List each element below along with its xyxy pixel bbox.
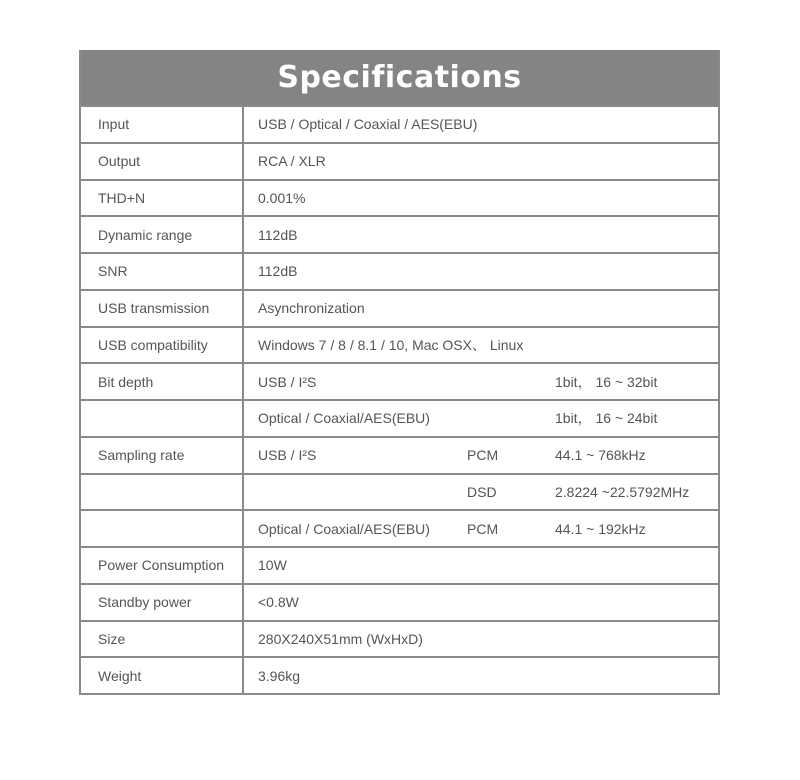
row-value [244, 144, 718, 179]
value-text: 280X240X51mm (WxHxD) [258, 630, 423, 647]
row-label: SNR [81, 254, 244, 289]
value-text: 10W [258, 557, 287, 574]
format-text: DSD [467, 483, 497, 500]
row-value [244, 475, 718, 510]
row-value [244, 438, 718, 473]
table-row-bit-depth-2 [81, 399, 718, 436]
value-text: USB / Optical / Coaxial / AES(EBU) [258, 116, 478, 133]
row-label [81, 401, 244, 436]
interface-text: Optical / Coaxial/AES(EBU) [258, 520, 430, 537]
table-row-weight [81, 656, 718, 693]
row-label: USB compatibility [81, 328, 244, 363]
row-label: Size [81, 622, 244, 657]
detail-text: 1bit， 16 ~ 24bit [555, 410, 658, 427]
value-text: 0.001% [258, 189, 306, 206]
row-label: Power Consumption [81, 548, 244, 583]
row-value [244, 364, 718, 399]
table-row-usb-compatibility [81, 326, 718, 363]
detail-text: 1bit， 16 ~ 32bit [555, 373, 658, 390]
table-row-power-consumption [81, 546, 718, 583]
table-row-input [81, 105, 718, 142]
value-text: 112dB [258, 226, 298, 243]
table-row-thdn [81, 179, 718, 216]
table-row-usb-transmission [81, 289, 718, 326]
row-value [244, 401, 718, 436]
row-value [244, 548, 718, 583]
table-row-size [81, 620, 718, 657]
row-value [244, 181, 718, 216]
interface-text: USB / I²S [258, 373, 317, 390]
specifications-table [79, 50, 720, 695]
detail-text: 44.1 ~ 768kHz [555, 447, 646, 464]
row-value [244, 291, 718, 326]
value-text: RCA / XLR [258, 153, 326, 170]
row-value [244, 107, 718, 142]
row-value [244, 658, 718, 693]
detail-text: 2.8224 ~22.5792MHz [555, 483, 690, 500]
value-text: Windows 7 / 8 / 8.1 / 10, Mac OSX、 Linux [258, 336, 524, 353]
table-row-standby-power [81, 583, 718, 620]
table-row-sampling-rate [81, 436, 718, 473]
table-title: Specifications [81, 50, 718, 105]
format-text: PCM [467, 520, 499, 537]
row-label: Dynamic range [81, 217, 244, 252]
row-label: Standby power [81, 585, 244, 620]
interface-text: Optical / Coaxial/AES(EBU) [258, 410, 430, 427]
table-row-snr [81, 252, 718, 289]
row-value [244, 622, 718, 657]
value-text: <0.8W [258, 594, 299, 611]
row-label: Sampling rate [81, 438, 244, 473]
interface-text: USB / I²S [258, 447, 317, 464]
row-value [244, 511, 718, 546]
format-text: PCM [467, 447, 499, 464]
value-text: 112dB [258, 263, 298, 280]
row-label: Output [81, 144, 244, 179]
row-label: Weight [81, 658, 244, 693]
row-label [81, 511, 244, 546]
detail-text: 44.1 ~ 192kHz [555, 520, 646, 537]
table-row-output [81, 142, 718, 179]
row-label: Bit depth [81, 364, 244, 399]
row-label: THD+N [81, 181, 244, 216]
value-text: Asynchronization [258, 300, 365, 317]
row-label: Input [81, 107, 244, 142]
table-row-sampling-rate-3 [81, 509, 718, 546]
value-text: 3.96kg [258, 667, 301, 684]
row-value [244, 254, 718, 289]
table-row-bit-depth [81, 362, 718, 399]
row-value [244, 217, 718, 252]
row-value [244, 585, 718, 620]
row-value [244, 328, 718, 363]
row-label: USB transmission [81, 291, 244, 326]
table-row-dynamic-range [81, 215, 718, 252]
table-row-sampling-rate-2 [81, 473, 718, 510]
row-label [81, 475, 244, 510]
